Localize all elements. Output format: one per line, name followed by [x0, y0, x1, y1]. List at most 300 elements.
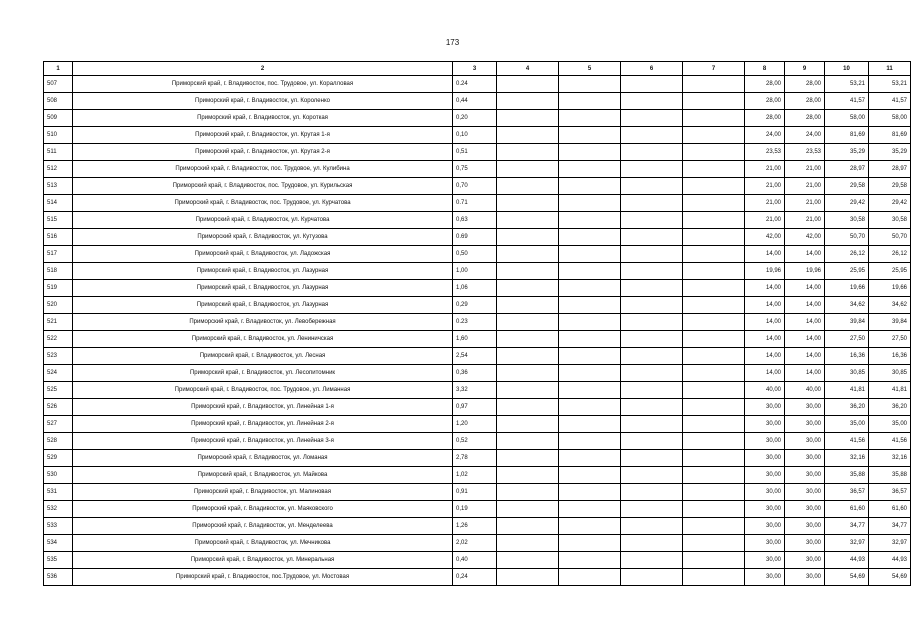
address-cell: Приморский край, г. Владивосток, пос. Трудовое, ул. Кулибина	[73, 161, 453, 178]
table-row	[44, 314, 911, 331]
col7-cell	[683, 382, 745, 399]
col3-cell: 0,29	[453, 297, 497, 314]
column-header: 6	[621, 62, 683, 76]
table-row	[44, 501, 911, 518]
col10-cell: 35,88	[825, 467, 869, 484]
col6-cell	[621, 110, 683, 127]
column-header: 7	[683, 62, 745, 76]
col9-cell: 21,00	[785, 161, 825, 178]
table-row	[44, 518, 911, 535]
col11-cell: 81,69	[869, 127, 911, 144]
row-number: 511	[44, 144, 73, 161]
col9-cell: 30,00	[785, 433, 825, 450]
col5-cell	[559, 161, 621, 178]
col8-cell: 14,00	[745, 365, 785, 382]
col7-cell	[683, 93, 745, 110]
col11-cell: 25,95	[869, 263, 911, 280]
col9-cell: 14,00	[785, 365, 825, 382]
col8-cell: 21,00	[745, 212, 785, 229]
col11-cell: 29,42	[869, 195, 911, 212]
col6-cell	[621, 382, 683, 399]
col11-cell: 30,85	[869, 365, 911, 382]
table-body	[44, 76, 911, 586]
col8-cell: 30,00	[745, 552, 785, 569]
col11-cell: 34,77	[869, 518, 911, 535]
col3-cell: 0,10	[453, 127, 497, 144]
col9-cell: 21,00	[785, 178, 825, 195]
col10-cell: 41,81	[825, 382, 869, 399]
col11-cell: 35,00	[869, 416, 911, 433]
address-cell: Приморский край, г. Владивосток, пос. Трудовое, ул. Коралловая	[73, 76, 453, 93]
address-cell: Приморский край, г. Владивосток, пос. Трудовое, ул. Курильская	[73, 178, 453, 195]
col10-cell: 61,60	[825, 501, 869, 518]
col7-cell	[683, 399, 745, 416]
col4-cell	[497, 161, 559, 178]
col6-cell	[621, 416, 683, 433]
col11-cell: 29,58	[869, 178, 911, 195]
col7-cell	[683, 195, 745, 212]
address-cell: Приморский край, г. Владивосток, пос. Трудовое, ул. Курчатова	[73, 195, 453, 212]
col9-cell: 14,00	[785, 246, 825, 263]
address-cell: Приморский край, г. Владивосток, ул. Менделеева	[73, 518, 453, 535]
address-cell: Приморский край, г. Владивосток, пос. Трудовое, ул. Лиманная	[73, 382, 453, 399]
table-row	[44, 212, 911, 229]
col5-cell	[559, 297, 621, 314]
col6-cell	[621, 127, 683, 144]
col7-cell	[683, 161, 745, 178]
col11-cell: 61,60	[869, 501, 911, 518]
col3-cell: 0,19	[453, 501, 497, 518]
col7-cell	[683, 450, 745, 467]
col5-cell	[559, 246, 621, 263]
col8-cell: 42,00	[745, 229, 785, 246]
row-number: 513	[44, 178, 73, 195]
column-header: 5	[559, 62, 621, 76]
address-cell: Приморский край, г. Владивосток, ул. Малиновая	[73, 484, 453, 501]
table-row	[44, 416, 911, 433]
col8-cell: 30,00	[745, 416, 785, 433]
col4-cell	[497, 382, 559, 399]
address-cell: Приморский край, г. Владивосток, ул. Кутузова	[73, 229, 453, 246]
col4-cell	[497, 518, 559, 535]
row-number: 517	[44, 246, 73, 263]
col6-cell	[621, 93, 683, 110]
col5-cell	[559, 416, 621, 433]
col4-cell	[497, 501, 559, 518]
col5-cell	[559, 93, 621, 110]
col9-cell: 30,00	[785, 399, 825, 416]
col5-cell	[559, 280, 621, 297]
col7-cell	[683, 178, 745, 195]
col7-cell	[683, 484, 745, 501]
col6-cell	[621, 365, 683, 382]
col9-cell: 30,00	[785, 552, 825, 569]
col11-cell: 41,81	[869, 382, 911, 399]
col11-cell: 44,93	[869, 552, 911, 569]
col10-cell: 35,29	[825, 144, 869, 161]
col10-cell: 16,36	[825, 348, 869, 365]
col5-cell	[559, 399, 621, 416]
col3-cell: 0,20	[453, 110, 497, 127]
col10-cell: 29,58	[825, 178, 869, 195]
col10-cell: 36,57	[825, 484, 869, 501]
col8-cell: 30,00	[745, 484, 785, 501]
col4-cell	[497, 535, 559, 552]
col7-cell	[683, 246, 745, 263]
col5-cell	[559, 331, 621, 348]
col5-cell	[559, 229, 621, 246]
col10-cell: 28,97	[825, 161, 869, 178]
col10-cell: 27,50	[825, 331, 869, 348]
col10-cell: 30,85	[825, 365, 869, 382]
col11-cell: 35,29	[869, 144, 911, 161]
col11-cell: 35,88	[869, 467, 911, 484]
table-row	[44, 484, 911, 501]
col7-cell	[683, 467, 745, 484]
table-row	[44, 535, 911, 552]
table-row	[44, 348, 911, 365]
col7-cell	[683, 348, 745, 365]
col8-cell: 21,00	[745, 161, 785, 178]
col8-cell: 14,00	[745, 331, 785, 348]
col3-cell: 0,91	[453, 484, 497, 501]
col11-cell: 26,12	[869, 246, 911, 263]
col5-cell	[559, 450, 621, 467]
table-row	[44, 365, 911, 382]
col11-cell: 41,56	[869, 433, 911, 450]
col3-cell: 1,00	[453, 263, 497, 280]
col9-cell: 30,00	[785, 569, 825, 586]
address-cell: Приморский край, г. Владивосток, ул. Лазурная	[73, 280, 453, 297]
column-header: 8	[745, 62, 785, 76]
address-cell: Приморский край, г. Владивосток, ул. Лесопитомник	[73, 365, 453, 382]
col6-cell	[621, 297, 683, 314]
column-header: 11	[869, 62, 911, 76]
col9-cell: 30,00	[785, 450, 825, 467]
table-row	[44, 433, 911, 450]
col8-cell: 30,00	[745, 569, 785, 586]
col9-cell: 14,00	[785, 348, 825, 365]
col10-cell: 81,69	[825, 127, 869, 144]
col6-cell	[621, 552, 683, 569]
col3-cell: 0,97	[453, 399, 497, 416]
col3-cell: 1,60	[453, 331, 497, 348]
col3-cell: 1,26	[453, 518, 497, 535]
col10-cell: 41,57	[825, 93, 869, 110]
col5-cell	[559, 569, 621, 586]
address-cell: Приморский край, г. Владивосток, ул. Крутая 1-я	[73, 127, 453, 144]
table-row	[44, 178, 911, 195]
col10-cell: 41,56	[825, 433, 869, 450]
col8-cell: 24,00	[745, 127, 785, 144]
address-cell: Приморский край, г. Владивосток, ул. Маяковского	[73, 501, 453, 518]
col6-cell	[621, 331, 683, 348]
col10-cell: 32,16	[825, 450, 869, 467]
table-row	[44, 127, 911, 144]
col8-cell: 30,00	[745, 399, 785, 416]
col10-cell: 25,95	[825, 263, 869, 280]
col5-cell	[559, 314, 621, 331]
col5-cell	[559, 433, 621, 450]
col6-cell	[621, 450, 683, 467]
col9-cell: 24,00	[785, 127, 825, 144]
col5-cell	[559, 263, 621, 280]
col7-cell	[683, 110, 745, 127]
address-cell: Приморский край, г. Владивосток, ул. Ладожская	[73, 246, 453, 263]
table-row	[44, 195, 911, 212]
col11-cell: 53,21	[869, 76, 911, 93]
row-number: 507	[44, 76, 73, 93]
col5-cell	[559, 365, 621, 382]
table-row	[44, 110, 911, 127]
col10-cell: 19,66	[825, 280, 869, 297]
col7-cell	[683, 365, 745, 382]
page-number: 173	[445, 38, 460, 47]
col6-cell	[621, 161, 683, 178]
row-number: 518	[44, 263, 73, 280]
col7-cell	[683, 501, 745, 518]
column-header: 4	[497, 62, 559, 76]
row-number: 519	[44, 280, 73, 297]
column-header: 1	[44, 62, 73, 76]
col4-cell	[497, 484, 559, 501]
col8-cell: 14,00	[745, 314, 785, 331]
col10-cell: 34,77	[825, 518, 869, 535]
col4-cell	[497, 365, 559, 382]
row-number: 531	[44, 484, 73, 501]
col4-cell	[497, 450, 559, 467]
address-cell: Приморский край, г. Владивосток, ул. Крутая 2-я	[73, 144, 453, 161]
row-number: 523	[44, 348, 73, 365]
col3-cell: 1,06	[453, 280, 497, 297]
row-number: 534	[44, 535, 73, 552]
col7-cell	[683, 552, 745, 569]
col4-cell	[497, 246, 559, 263]
col5-cell	[559, 195, 621, 212]
col4-cell	[497, 263, 559, 280]
col10-cell: 39,84	[825, 314, 869, 331]
col8-cell: 28,00	[745, 76, 785, 93]
table-row	[44, 399, 911, 416]
col11-cell: 54,69	[869, 569, 911, 586]
col9-cell: 30,00	[785, 467, 825, 484]
col3-cell: 0,50	[453, 246, 497, 263]
col4-cell	[497, 229, 559, 246]
col5-cell	[559, 501, 621, 518]
col9-cell: 30,00	[785, 535, 825, 552]
col9-cell: 28,00	[785, 110, 825, 127]
col5-cell	[559, 535, 621, 552]
col7-cell	[683, 229, 745, 246]
table-header-row	[44, 62, 911, 76]
col10-cell: 54,69	[825, 569, 869, 586]
col7-cell	[683, 263, 745, 280]
col6-cell	[621, 569, 683, 586]
col9-cell: 21,00	[785, 212, 825, 229]
address-cell: Приморский край, г. Владивосток, ул. Майкова	[73, 467, 453, 484]
col7-cell	[683, 280, 745, 297]
table-row	[44, 382, 911, 399]
col4-cell	[497, 467, 559, 484]
col3-cell: 0,44	[453, 93, 497, 110]
row-number: 520	[44, 297, 73, 314]
row-number: 536	[44, 569, 73, 586]
col3-cell: 0,36	[453, 365, 497, 382]
col8-cell: 23,53	[745, 144, 785, 161]
col6-cell	[621, 76, 683, 93]
col4-cell	[497, 127, 559, 144]
col6-cell	[621, 195, 683, 212]
row-number: 509	[44, 110, 73, 127]
col4-cell	[497, 195, 559, 212]
col9-cell: 30,00	[785, 501, 825, 518]
col10-cell: 26,12	[825, 246, 869, 263]
col6-cell	[621, 518, 683, 535]
col3-cell: 1,20	[453, 416, 497, 433]
col9-cell: 30,00	[785, 484, 825, 501]
col8-cell: 21,00	[745, 195, 785, 212]
table-row	[44, 569, 911, 586]
table-row	[44, 331, 911, 348]
address-cell: Приморский край, г. Владивосток, ул. Левобережная	[73, 314, 453, 331]
col8-cell: 30,00	[745, 535, 785, 552]
column-header: 10	[825, 62, 869, 76]
col11-cell: 36,57	[869, 484, 911, 501]
col4-cell	[497, 552, 559, 569]
row-number: 524	[44, 365, 73, 382]
row-number: 521	[44, 314, 73, 331]
col10-cell: 29,42	[825, 195, 869, 212]
address-cell: Приморский край, г. Владивосток, ул. Короткая	[73, 110, 453, 127]
col5-cell	[559, 467, 621, 484]
col6-cell	[621, 212, 683, 229]
col5-cell	[559, 178, 621, 195]
col11-cell: 41,57	[869, 93, 911, 110]
col11-cell: 39,84	[869, 314, 911, 331]
col11-cell: 58,00	[869, 110, 911, 127]
col9-cell: 14,00	[785, 280, 825, 297]
col8-cell: 28,00	[745, 110, 785, 127]
col3-cell: 3,32	[453, 382, 497, 399]
column-header: 3	[453, 62, 497, 76]
col5-cell	[559, 518, 621, 535]
col11-cell: 32,97	[869, 535, 911, 552]
row-number: 512	[44, 161, 73, 178]
data-table	[43, 61, 911, 586]
table-row	[44, 450, 911, 467]
col3-cell: 0,75	[453, 161, 497, 178]
col6-cell	[621, 178, 683, 195]
address-cell: Приморский край, г. Владивосток, ул. Короленко	[73, 93, 453, 110]
col4-cell	[497, 93, 559, 110]
row-number: 508	[44, 93, 73, 110]
address-cell: Приморский край, г. Владивосток, ул. Курчатова	[73, 212, 453, 229]
table-row	[44, 263, 911, 280]
col11-cell: 30,58	[869, 212, 911, 229]
address-cell: Приморский край, г. Владивосток, ул. Мечникова	[73, 535, 453, 552]
col7-cell	[683, 518, 745, 535]
table-row	[44, 144, 911, 161]
col6-cell	[621, 229, 683, 246]
col10-cell: 50,70	[825, 229, 869, 246]
col11-cell: 27,50	[869, 331, 911, 348]
col3-cell: 0,24	[453, 569, 497, 586]
col5-cell	[559, 76, 621, 93]
col4-cell	[497, 178, 559, 195]
col4-cell	[497, 331, 559, 348]
col6-cell	[621, 280, 683, 297]
address-cell: Приморский край, г. Владивосток, ул. Линейная 1-я	[73, 399, 453, 416]
col5-cell	[559, 110, 621, 127]
col7-cell	[683, 416, 745, 433]
col9-cell: 14,00	[785, 331, 825, 348]
row-number: 532	[44, 501, 73, 518]
table-row	[44, 297, 911, 314]
col5-cell	[559, 212, 621, 229]
col7-cell	[683, 144, 745, 161]
row-number: 522	[44, 331, 73, 348]
col8-cell: 30,00	[745, 501, 785, 518]
col4-cell	[497, 416, 559, 433]
col6-cell	[621, 501, 683, 518]
col9-cell: 28,00	[785, 93, 825, 110]
address-cell: Приморский край, г. Владивосток, ул. Лазурная	[73, 263, 453, 280]
col6-cell	[621, 246, 683, 263]
table-row	[44, 280, 911, 297]
col11-cell: 28,97	[869, 161, 911, 178]
row-number: 529	[44, 450, 73, 467]
table-row	[44, 76, 911, 93]
col11-cell: 16,36	[869, 348, 911, 365]
col7-cell	[683, 331, 745, 348]
col7-cell	[683, 212, 745, 229]
table-row	[44, 552, 911, 569]
col5-cell	[559, 484, 621, 501]
table-row	[44, 246, 911, 263]
col8-cell: 19,96	[745, 263, 785, 280]
col8-cell: 28,00	[745, 93, 785, 110]
column-header: 2	[73, 62, 453, 76]
col3-cell: 0,51	[453, 144, 497, 161]
row-number: 526	[44, 399, 73, 416]
col6-cell	[621, 467, 683, 484]
col4-cell	[497, 348, 559, 365]
col3-cell: 2,54	[453, 348, 497, 365]
col4-cell	[497, 212, 559, 229]
col7-cell	[683, 569, 745, 586]
col3-cell: 0,52	[453, 433, 497, 450]
col7-cell	[683, 535, 745, 552]
row-number: 535	[44, 552, 73, 569]
col4-cell	[497, 76, 559, 93]
table-row	[44, 93, 911, 110]
col3-cell: 2,78	[453, 450, 497, 467]
row-number: 525	[44, 382, 73, 399]
col8-cell: 30,00	[745, 518, 785, 535]
col10-cell: 34,62	[825, 297, 869, 314]
col5-cell	[559, 127, 621, 144]
address-cell: Приморский край, г. Владивосток, ул. Ломаная	[73, 450, 453, 467]
table-row	[44, 229, 911, 246]
col9-cell: 14,00	[785, 314, 825, 331]
table-row	[44, 467, 911, 484]
col5-cell	[559, 552, 621, 569]
col6-cell	[621, 144, 683, 161]
row-number: 516	[44, 229, 73, 246]
col6-cell	[621, 348, 683, 365]
col9-cell: 19,96	[785, 263, 825, 280]
col11-cell: 34,62	[869, 297, 911, 314]
